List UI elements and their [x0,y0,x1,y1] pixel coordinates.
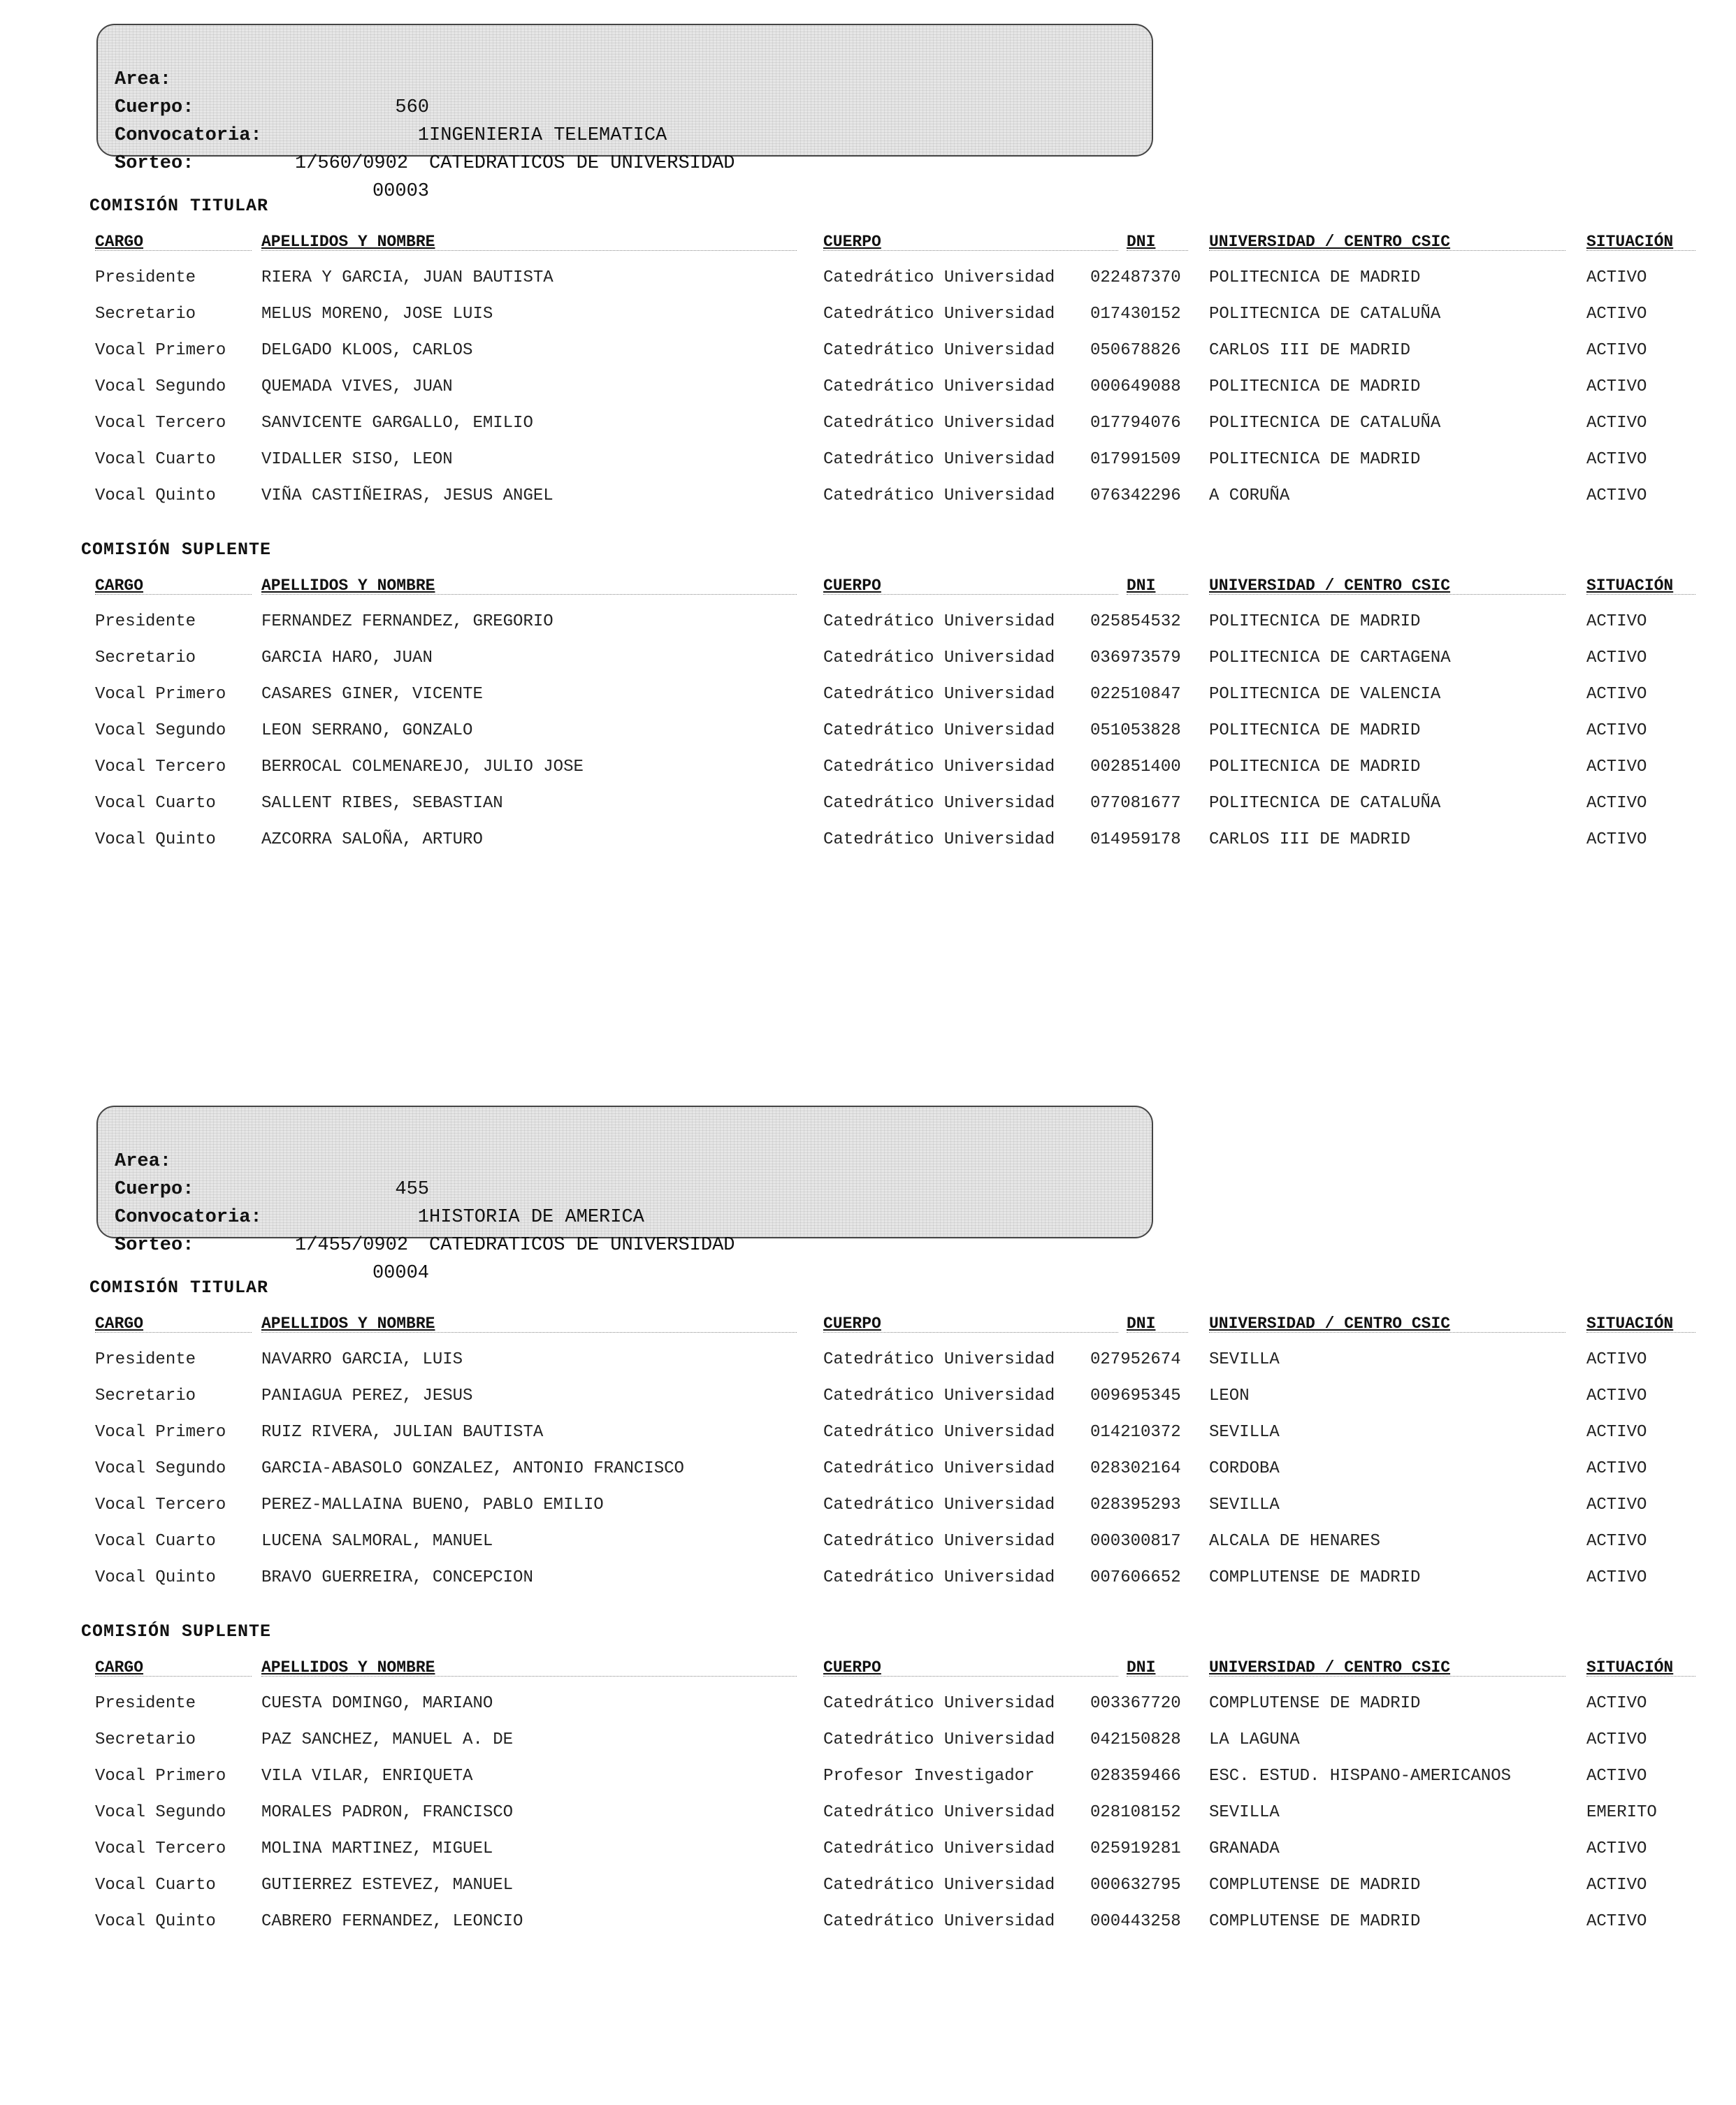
cell-cuerpo: Catedrático Universidad [823,1496,1055,1514]
cell-cargo: Vocal Segundo [95,1803,226,1822]
cell-situacion: ACTIVO [1586,612,1647,631]
cell-situacion: ACTIVO [1586,1730,1647,1749]
cell-situacion: ACTIVO [1586,830,1647,849]
cell-universidad: SEVILLA [1209,1496,1280,1514]
cell-universidad: POLITECNICA DE CATALUÑA [1209,794,1441,813]
convocatoria-label: Convocatoria: [115,125,262,146]
cell-cargo: Vocal Cuarto [95,794,216,813]
cell-situacion: ACTIVO [1586,486,1647,505]
cell-situacion: ACTIVO [1586,305,1647,324]
column-header-nombre: APELLIDOS Y NOMBRE [261,577,435,595]
table-row [0,1560,1736,1596]
cell-dni: 077081677 [1090,794,1181,813]
cell-cargo: Vocal Segundo [95,1459,226,1478]
area-name: INGENIERIA TELEMATICA [429,125,667,146]
column-header-nombre: APELLIDOS Y NOMBRE [261,233,435,251]
convocatoria-value: 1/560/0902 [295,153,409,174]
cell-situacion: ACTIVO [1586,721,1647,740]
column-header-nombre: APELLIDOS Y NOMBRE [261,1658,435,1677]
table-row [0,1378,1736,1415]
table-row [0,1451,1736,1487]
cell-cargo: Vocal Segundo [95,721,226,740]
cell-dni: 027952674 [1090,1350,1181,1369]
cell-cuerpo: Catedrático Universidad [823,1387,1055,1405]
area-code: 455 [395,1179,429,1200]
cell-dni: 003367720 [1090,1694,1181,1713]
cell-situacion: ACTIVO [1586,341,1647,360]
cell-cargo: Secretario [95,649,196,667]
column-header-universidad: UNIVERSIDAD / CENTRO CSIC [1209,1658,1451,1677]
cell-situacion: ACTIVO [1586,1876,1647,1895]
table-row [0,604,1736,640]
column-header-universidad: UNIVERSIDAD / CENTRO CSIC [1209,577,1451,595]
header-box [96,1106,1153,1284]
sorteo-value: 00003 [372,181,429,202]
cell-cargo: Secretario [95,1387,196,1405]
cell-nombre: DELGADO KLOOS, CARLOS [261,341,473,360]
cell-dni: 007606652 [1090,1568,1181,1587]
table-row [0,713,1736,749]
cell-nombre: GARCIA-ABASOLO GONZALEZ, ANTONIO FRANCISCO [261,1459,684,1478]
table-row [0,369,1736,405]
cell-dni: 028359466 [1090,1767,1181,1786]
cell-cuerpo: Catedrático Universidad [823,1568,1055,1587]
cell-universidad: LEON [1209,1387,1250,1405]
suplente-title: COMISIÓN SUPLENTE [81,540,272,560]
area-label: Area: [115,1151,172,1172]
cell-dni: 076342296 [1090,486,1181,505]
cell-dni: 022487370 [1090,268,1181,287]
table-row [0,822,1736,858]
cell-situacion: ACTIVO [1586,414,1647,433]
column-header-dni: DNI [1127,233,1156,251]
cell-nombre: BRAVO GUERREIRA, CONCEPCION [261,1568,533,1587]
cell-dni: 000443258 [1090,1912,1181,1931]
table-row [0,405,1736,442]
cell-dni: 028302164 [1090,1459,1181,1478]
cell-cargo: Vocal Primero [95,1423,226,1442]
cell-universidad: ESC. ESTUD. HISPANO-AMERICANOS [1209,1767,1512,1786]
column-header-cargo: CARGO [95,577,144,595]
cell-nombre: LUCENA SALMORAL, MANUEL [261,1532,493,1551]
sorteo-value: 00004 [372,1263,429,1284]
cell-cargo: Vocal Quinto [95,486,216,505]
cell-dni: 028395293 [1090,1496,1181,1514]
cell-situacion: ACTIVO [1586,1459,1647,1478]
cell-nombre: PEREZ-MALLAINA BUENO, PABLO EMILIO [261,1496,604,1514]
column-header-cargo: CARGO [95,233,144,251]
cell-cuerpo: Catedrático Universidad [823,758,1055,776]
cell-dni: 022510847 [1090,685,1181,704]
cell-situacion: ACTIVO [1586,758,1647,776]
table-row [0,1904,1736,1940]
cell-cuerpo: Catedrático Universidad [823,1694,1055,1713]
cell-situacion: ACTIVO [1586,1532,1647,1551]
cell-situacion: ACTIVO [1586,268,1647,287]
column-header-dni: DNI [1127,1315,1156,1333]
column-header-dni: DNI [1127,577,1156,595]
cell-universidad: CARLOS III DE MADRID [1209,341,1411,360]
cell-cargo: Vocal Tercero [95,414,226,433]
cell-universidad: COMPLUTENSE DE MADRID [1209,1912,1421,1931]
cell-cuerpo: Catedrático Universidad [823,612,1055,631]
cell-situacion: ACTIVO [1586,1912,1647,1931]
table-row [0,442,1736,478]
cell-universidad: SEVILLA [1209,1803,1280,1822]
cuerpo-code: 1 [417,125,429,146]
column-header-cuerpo: CUERPO [823,233,881,251]
cell-cuerpo: Catedrático Universidad [823,649,1055,667]
cell-universidad: COMPLUTENSE DE MADRID [1209,1876,1421,1895]
table-row [0,296,1736,333]
cell-nombre: SALLENT RIBES, SEBASTIAN [261,794,503,813]
cell-cuerpo: Catedrático Universidad [823,721,1055,740]
cell-cargo: Presidente [95,1350,196,1369]
cell-universidad: POLITECNICA DE MADRID [1209,758,1421,776]
cell-cuerpo: Catedrático Universidad [823,377,1055,396]
cell-cargo: Secretario [95,1730,196,1749]
column-header-universidad: UNIVERSIDAD / CENTRO CSIC [1209,233,1451,251]
cell-cargo: Vocal Quinto [95,830,216,849]
cell-dni: 002851400 [1090,758,1181,776]
cell-dni: 017794076 [1090,414,1181,433]
titular-title: COMISIÓN TITULAR [89,196,269,216]
cuerpo-name: CATEDRATICOS DE UNIVERSIDAD [429,153,735,174]
cell-dni: 000632795 [1090,1876,1181,1895]
cell-nombre: VIÑA CASTIÑEIRAS, JESUS ANGEL [261,486,554,505]
cell-cargo: Vocal Quinto [95,1912,216,1931]
cell-universidad: A CORUÑA [1209,486,1290,505]
column-header-cuerpo: CUERPO [823,1315,881,1333]
cell-dni: 051053828 [1090,721,1181,740]
area-label: Area: [115,69,172,90]
cell-dni: 028108152 [1090,1803,1181,1822]
column-header-cargo: CARGO [95,1658,144,1677]
cell-nombre: AZCORRA SALOÑA, ARTURO [261,830,483,849]
cell-nombre: GUTIERREZ ESTEVEZ, MANUEL [261,1876,514,1895]
cell-nombre: VILA VILAR, ENRIQUETA [261,1767,473,1786]
cell-nombre: CASARES GINER, VICENTE [261,685,483,704]
cell-universidad: COMPLUTENSE DE MADRID [1209,1568,1421,1587]
cell-dni: 050678826 [1090,341,1181,360]
cell-universidad: COMPLUTENSE DE MADRID [1209,1694,1421,1713]
area-name: HISTORIA DE AMERICA [429,1207,644,1228]
cell-situacion: ACTIVO [1586,1350,1647,1369]
cell-universidad: GRANADA [1209,1839,1280,1858]
cell-situacion: ACTIVO [1586,450,1647,469]
cell-cargo: Vocal Primero [95,685,226,704]
cell-situacion: ACTIVO [1586,1387,1647,1405]
cell-dni: 017991509 [1090,450,1181,469]
cell-universidad: POLITECNICA DE MADRID [1209,450,1421,469]
cell-cargo: Presidente [95,268,196,287]
cell-universidad: POLITECNICA DE CATALUÑA [1209,305,1441,324]
table-row [0,1342,1736,1378]
column-header-dni: DNI [1127,1658,1156,1677]
cell-dni: 025919281 [1090,1839,1181,1858]
cell-cargo: Presidente [95,612,196,631]
table-row [0,1795,1736,1831]
cell-cargo: Vocal Cuarto [95,1532,216,1551]
cell-dni: 017430152 [1090,305,1181,324]
cell-universidad: CORDOBA [1209,1459,1280,1478]
cell-situacion: ACTIVO [1586,649,1647,667]
cell-cuerpo: Catedrático Universidad [823,1423,1055,1442]
table-header [0,224,1736,260]
cell-cargo: Vocal Tercero [95,758,226,776]
cell-universidad: ALCALA DE HENARES [1209,1532,1380,1551]
cell-nombre: PANIAGUA PEREZ, JESUS [261,1387,473,1405]
column-header-situacion: SITUACIÓN [1586,1658,1674,1677]
cell-dni: 014210372 [1090,1423,1181,1442]
cell-cuerpo: Catedrático Universidad [823,794,1055,813]
cell-nombre: FERNANDEZ FERNANDEZ, GREGORIO [261,612,554,631]
cell-cargo: Vocal Quinto [95,1568,216,1587]
cell-cuerpo: Catedrático Universidad [823,685,1055,704]
column-header-universidad: UNIVERSIDAD / CENTRO CSIC [1209,1315,1451,1333]
cell-universidad: CARLOS III DE MADRID [1209,830,1411,849]
cell-nombre: QUEMADA VIVES, JUAN [261,377,453,396]
cell-situacion: ACTIVO [1586,377,1647,396]
cell-universidad: POLITECNICA DE MADRID [1209,268,1421,287]
cell-situacion: ACTIVO [1586,685,1647,704]
titular-title: COMISIÓN TITULAR [89,1278,269,1298]
cell-situacion: ACTIVO [1586,1496,1647,1514]
cell-situacion: ACTIVO [1586,1694,1647,1713]
cuerpo-label: Cuerpo: [115,1179,194,1200]
cell-universidad: LA LAGUNA [1209,1730,1300,1749]
column-header-situacion: SITUACIÓN [1586,1315,1674,1333]
column-header-cuerpo: CUERPO [823,577,881,595]
table-row [0,640,1736,677]
cell-nombre: RUIZ RIVERA, JULIAN BAUTISTA [261,1423,544,1442]
cell-situacion: ACTIVO [1586,1568,1647,1587]
cuerpo-code: 1 [417,1207,429,1228]
cell-cargo: Presidente [95,1694,196,1713]
cell-nombre: LEON SERRANO, GONZALO [261,721,473,740]
cell-nombre: VIDALLER SISO, LEON [261,450,453,469]
cell-nombre: MORALES PADRON, FRANCISCO [261,1803,514,1822]
cell-cuerpo: Catedrático Universidad [823,1839,1055,1858]
convocatoria-value: 1/455/0902 [295,1235,409,1256]
cell-nombre: GARCIA HARO, JUAN [261,649,433,667]
cell-cuerpo: Catedrático Universidad [823,1803,1055,1822]
cell-situacion: EMERITO [1586,1803,1657,1822]
cell-cuerpo: Catedrático Universidad [823,341,1055,360]
table-row [0,1867,1736,1904]
table-row [0,1722,1736,1758]
table-row [0,1415,1736,1451]
cell-nombre: SANVICENTE GARGALLO, EMILIO [261,414,533,433]
cell-universidad: POLITECNICA DE MADRID [1209,377,1421,396]
cell-cuerpo: Catedrático Universidad [823,1350,1055,1369]
sorteo-label: Sorteo: [115,153,194,174]
table-row [0,786,1736,822]
cell-cargo: Vocal Primero [95,1767,226,1786]
column-header-cargo: CARGO [95,1315,144,1333]
cell-nombre: PAZ SANCHEZ, MANUEL A. DE [261,1730,514,1749]
table-row [0,1524,1736,1560]
sorteo-label: Sorteo: [115,1235,194,1256]
cell-situacion: ACTIVO [1586,1839,1647,1858]
cell-cuerpo: Catedrático Universidad [823,450,1055,469]
cell-nombre: NAVARRO GARCIA, LUIS [261,1350,463,1369]
cell-cargo: Vocal Cuarto [95,1876,216,1895]
area-code: 560 [395,97,429,118]
cell-dni: 009695345 [1090,1387,1181,1405]
cell-cuerpo: Catedrático Universidad [823,1876,1055,1895]
cuerpo-name: CATEDRATICOS DE UNIVERSIDAD [429,1235,735,1256]
cell-dni: 025854532 [1090,612,1181,631]
cell-universidad: POLITECNICA DE MADRID [1209,612,1421,631]
suplente-title: COMISIÓN SUPLENTE [81,1621,272,1642]
cell-nombre: BERROCAL COLMENAREJO, JULIO JOSE [261,758,584,776]
cell-cuerpo: Catedrático Universidad [823,486,1055,505]
header-box [96,24,1153,202]
cell-dni: 000300817 [1090,1532,1181,1551]
cell-cuerpo: Catedrático Universidad [823,1730,1055,1749]
cell-dni: 014959178 [1090,830,1181,849]
table-row [0,260,1736,296]
cell-dni: 042150828 [1090,1730,1181,1749]
cell-cargo: Vocal Tercero [95,1839,226,1858]
cell-cuerpo: Catedrático Universidad [823,268,1055,287]
cell-cuerpo: Catedrático Universidad [823,305,1055,324]
table-row [0,749,1736,786]
cell-dni: 000649088 [1090,377,1181,396]
cell-cargo: Secretario [95,305,196,324]
cell-universidad: POLITECNICA DE CARTAGENA [1209,649,1451,667]
cell-cuerpo: Catedrático Universidad [823,1912,1055,1931]
cell-universidad: POLITECNICA DE CATALUÑA [1209,414,1441,433]
cell-dni: 036973579 [1090,649,1181,667]
cell-universidad: SEVILLA [1209,1423,1280,1442]
cell-nombre: MOLINA MARTINEZ, MIGUEL [261,1839,493,1858]
cell-cuerpo: Catedrático Universidad [823,1459,1055,1478]
table-header [0,567,1736,604]
column-header-nombre: APELLIDOS Y NOMBRE [261,1315,435,1333]
cell-cuerpo: Catedrático Universidad [823,414,1055,433]
table-row [0,1758,1736,1795]
cell-universidad: SEVILLA [1209,1350,1280,1369]
cell-nombre: MELUS MORENO, JOSE LUIS [261,305,493,324]
table-row [0,333,1736,369]
table-header [0,1305,1736,1342]
cell-situacion: ACTIVO [1586,1767,1647,1786]
cell-nombre: CABRERO FERNANDEZ, LEONCIO [261,1912,523,1931]
table-row [0,677,1736,713]
column-header-cuerpo: CUERPO [823,1658,881,1677]
cell-cargo: Vocal Tercero [95,1496,226,1514]
cell-situacion: ACTIVO [1586,1423,1647,1442]
table-row [0,1487,1736,1524]
cell-cargo: Vocal Primero [95,341,226,360]
cell-nombre: CUESTA DOMINGO, MARIANO [261,1694,493,1713]
cell-cuerpo: Catedrático Universidad [823,1532,1055,1551]
table-row [0,478,1736,514]
column-header-situacion: SITUACIÓN [1586,577,1674,595]
cell-universidad: POLITECNICA DE MADRID [1209,721,1421,740]
cell-cargo: Vocal Cuarto [95,450,216,469]
column-header-situacion: SITUACIÓN [1586,233,1674,251]
cuerpo-label: Cuerpo: [115,97,194,118]
cell-situacion: ACTIVO [1586,794,1647,813]
cell-universidad: POLITECNICA DE VALENCIA [1209,685,1441,704]
table-row [0,1831,1736,1867]
cell-nombre: RIERA Y GARCIA, JUAN BAUTISTA [261,268,554,287]
cell-cuerpo: Profesor Investigador [823,1767,1035,1786]
convocatoria-label: Convocatoria: [115,1207,262,1228]
cell-cuerpo: Catedrático Universidad [823,830,1055,849]
table-header [0,1649,1736,1686]
table-row [0,1686,1736,1722]
cell-cargo: Vocal Segundo [95,377,226,396]
